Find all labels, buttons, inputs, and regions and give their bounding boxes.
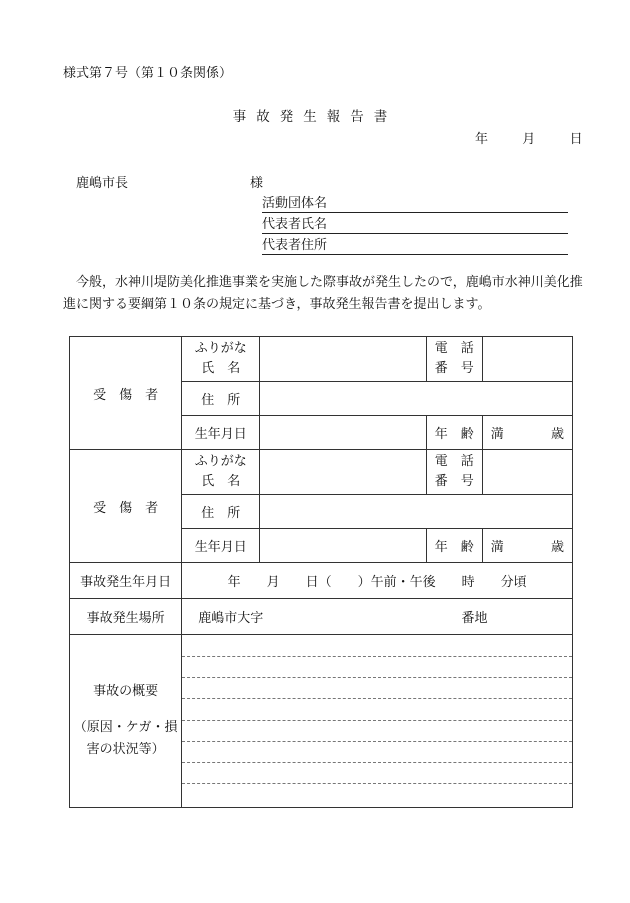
age-unit-2: 歳	[550, 540, 564, 555]
injured-label-1: 受 傷 者	[70, 337, 182, 450]
group-name-field[interactable]: 活動団体名	[262, 192, 568, 213]
honorific: 様	[250, 176, 264, 191]
name-label-1	[182, 337, 260, 382]
name-label-2	[182, 450, 260, 495]
age-unit-1: 歳	[550, 427, 564, 442]
furigana-label: ふりがな	[194, 454, 247, 469]
age-input-2[interactable]	[482, 529, 572, 563]
birth-input-2[interactable]	[260, 529, 426, 563]
date-day: 日	[569, 132, 583, 147]
age-input-1[interactable]	[482, 416, 572, 450]
summary-note-1: （原因・ケガ・損	[73, 720, 178, 735]
summary-input[interactable]	[182, 635, 573, 808]
form-number: 様式第７号（第１０条関係）	[63, 66, 233, 81]
phone-label-line2: 番 号	[434, 361, 474, 376]
injured-label-2: 受 傷 者	[70, 450, 182, 563]
address-label-2: 住 所	[182, 495, 260, 529]
address-input-2[interactable]	[260, 495, 573, 529]
place-input[interactable]	[182, 599, 573, 635]
birth-input-1[interactable]	[260, 416, 426, 450]
phone-label-line1: 電 話	[434, 454, 474, 469]
birth-label-1: 生年月日	[182, 416, 260, 450]
address-input-1[interactable]	[260, 382, 573, 416]
date-month: 月	[522, 132, 536, 147]
phone-input-1[interactable]	[482, 337, 572, 382]
phone-label-2	[426, 450, 482, 495]
summary-label-cell	[70, 635, 182, 808]
place-city: 鹿嶋市大字	[198, 611, 264, 626]
page-title: 事故発生報告書	[232, 109, 398, 125]
dotted-line	[182, 677, 572, 678]
occurred-at-label: 事故発生年月日	[70, 563, 182, 599]
name-input-2[interactable]	[260, 450, 426, 495]
summary-note-2: 害の状況等）	[86, 742, 165, 757]
furigana-label: ふりがな	[194, 341, 247, 356]
age-label-1: 年 齢	[426, 416, 482, 450]
date-line	[475, 128, 583, 147]
report-table	[69, 336, 573, 808]
dotted-line	[182, 741, 572, 742]
place-label: 事故発生場所	[70, 599, 182, 635]
representative-address-field[interactable]: 代表者住所	[262, 234, 568, 255]
summary-lines	[182, 635, 572, 807]
dotted-line	[182, 783, 572, 784]
name-label: 氏 名	[201, 361, 241, 376]
dotted-line	[182, 698, 572, 699]
birth-label-2: 生年月日	[182, 529, 260, 563]
date-year: 年	[475, 132, 489, 147]
name-input-1[interactable]	[260, 337, 426, 382]
place-banchi: 番地	[461, 611, 488, 626]
dotted-line	[182, 720, 572, 721]
occurred-at-input[interactable]: 年 月 日（ ）午前・午後 時 分頃	[182, 563, 573, 599]
age-label-2: 年 齢	[426, 529, 482, 563]
summary-label: 事故の概要	[93, 684, 159, 699]
phone-label-1	[426, 337, 482, 382]
statement-text: 今般，水神川堤防美化推進事業を実施した際事故が発生したので，鹿嶋市水神川美化推進に関する要綱第１０条の規定に基づき，事故発生報告書を提出します。	[63, 275, 583, 312]
addressee: 鹿嶋市長	[76, 176, 129, 191]
address-label-1: 住 所	[182, 382, 260, 416]
phone-label-line1: 電 話	[434, 341, 474, 356]
name-label: 氏 名	[201, 474, 241, 489]
age-full-1: 満	[490, 427, 504, 442]
dotted-line	[182, 656, 572, 657]
phone-input-2[interactable]	[482, 450, 572, 495]
representative-name-field[interactable]: 代表者氏名	[262, 213, 568, 234]
phone-label-line2: 番 号	[434, 474, 474, 489]
dotted-line	[182, 762, 572, 763]
age-full-2: 満	[490, 540, 504, 555]
statement-paragraph	[63, 272, 583, 316]
